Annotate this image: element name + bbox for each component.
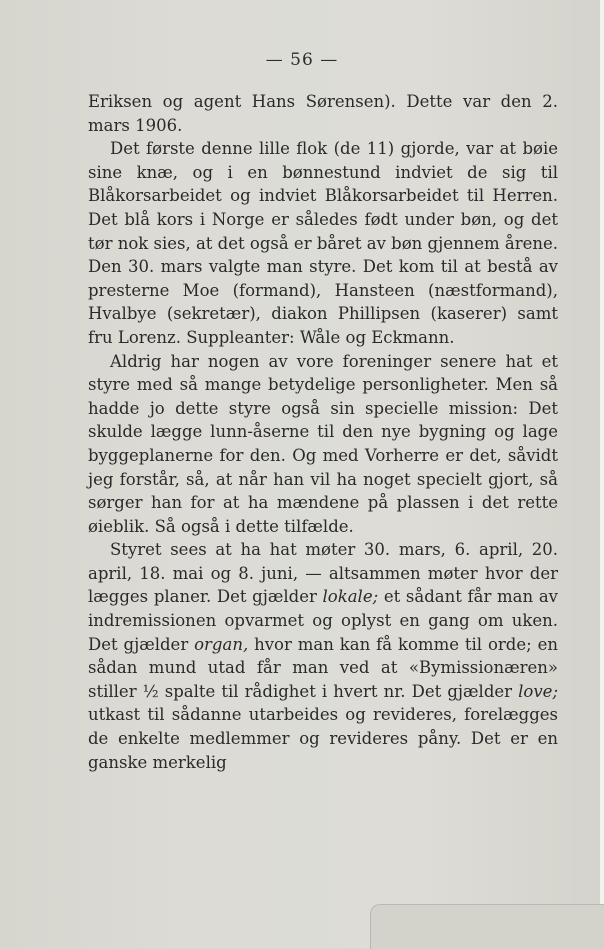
- italic-word-lokale: lokale;: [322, 587, 379, 607]
- paragraph-4: [88, 350, 558, 539]
- paragraph-3: [88, 255, 558, 349]
- page-number: — 56 —: [265, 50, 339, 70]
- paragraph-text: Styret sees at ha hat møter 30. mars, 6. april, 20. april, 18. mai og 8. juni, — altsammen møter hvor der lægges planer. Det gjælder: [88, 540, 558, 607]
- page-body: [88, 90, 558, 774]
- scan-corner-mark: [370, 904, 604, 949]
- paragraph-text: Aldrig har nogen av vore foreninger senere hat et styre med så mange betydelige personligheter. Men så hadde jo dette styre også sin specielle mission: Det skulde lægge lunn-åserne til den nye bygning og lage byggeplanerne for den. Og med Vorherre er det, såvidt jeg forstår, så, at når han vil ha noget specielt gjort, så sørger han for at ha mændene på plassen i det rette øieblik. Så også i dette tilfælde.: [88, 351, 558, 536]
- italic-word-love: love;: [518, 681, 558, 701]
- page-edge: [600, 0, 604, 948]
- paragraph-2: [88, 137, 558, 255]
- paragraph-text: utkast til sådanne utarbeides og revideres, forelægges de enkelte medlemmer og revideres påny. Det er en ganske merkelig: [88, 705, 558, 772]
- paragraph-text: Eriksen og agent Hans Sørensen). Dette var den 2. mars 1906.: [88, 92, 558, 135]
- paragraph-text: Det første denne lille flok (de 11) gjorde, var at bøie sine knæ, og i en bønnestund indviet de sig til Blåkorsarbeidet og indviet Blåkorsarbeidet til Herren. Det blå kors i Norge er således født under bøn, og det tør nok sies, at det også er båret av bøn gjennem årene.: [88, 139, 559, 253]
- paragraph-1: [88, 90, 558, 137]
- paragraph-text: Den 30. mars valgte man styre. Det kom til at bestå av presterne Moe (formand), Hansteen (næstformand), Hvalbye (sekretær), diakon Phillipsen (kaserer) samt fru Lorenz. Suppleanter: Wåle og Eckmann.: [88, 257, 558, 347]
- italic-word-organ: organ,: [194, 634, 249, 654]
- paragraph-text: hvor man kan få komme til orde; en sådan mund utad får man ved at «Bymissionæren» stiller ½ spalte til rådighet i hvert nr. Det gjælder: [88, 634, 558, 701]
- paragraph-5: [88, 538, 558, 774]
- paragraph-text: et sådant får man av indremissionen opvarmet og oplyst en gang om uken. Det gjælder: [88, 587, 558, 654]
